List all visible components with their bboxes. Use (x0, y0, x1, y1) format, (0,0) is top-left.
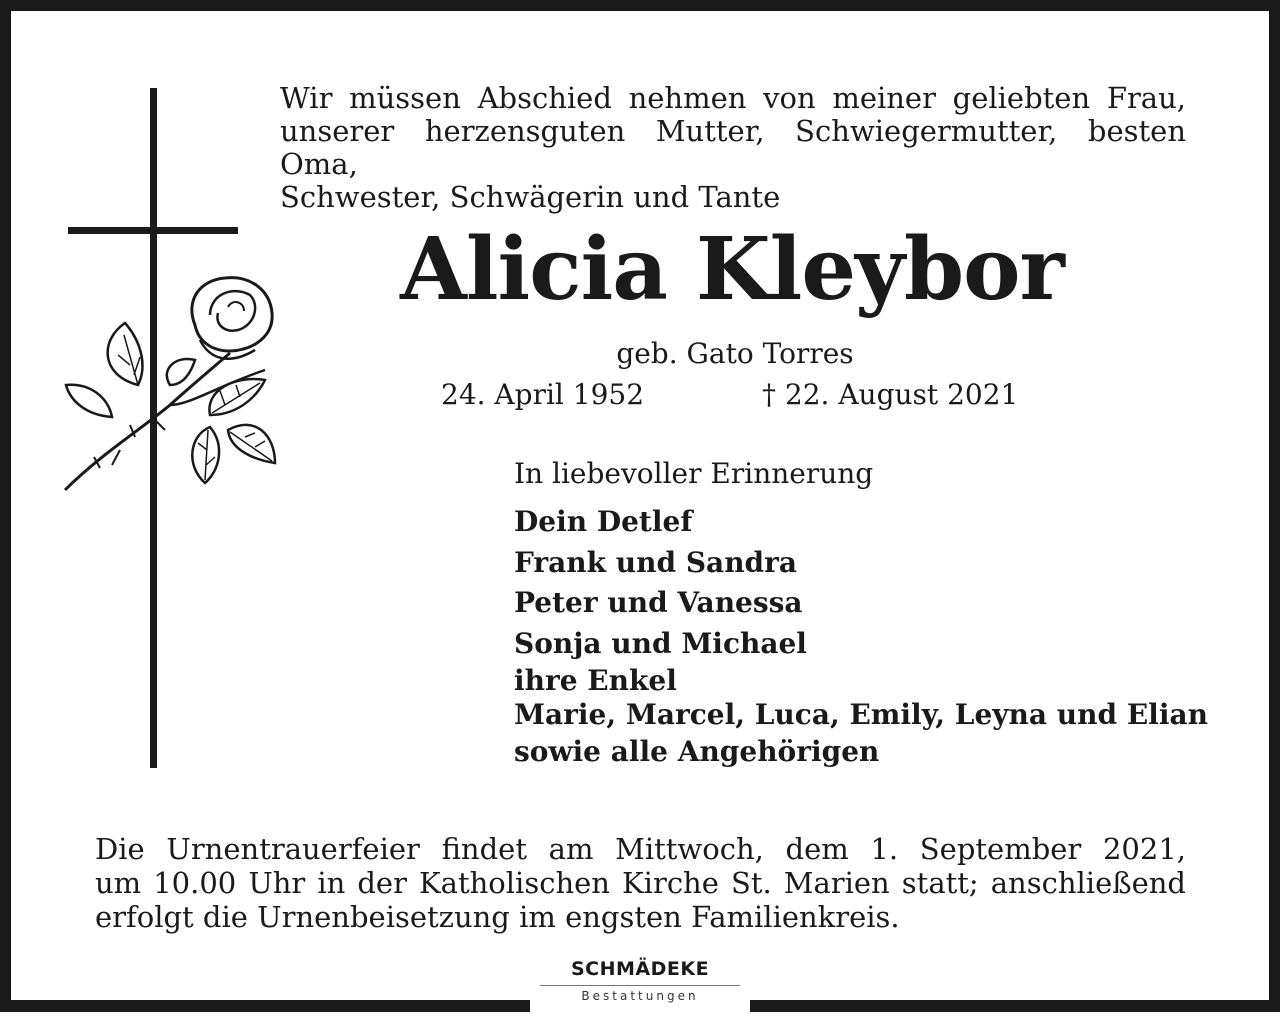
service-text (95, 832, 1186, 934)
funeral-home-logo (530, 958, 750, 1003)
intro-line: Wir müssen Abschied nehmen von meiner geliebten Frau, (280, 81, 1186, 115)
mourner-line: Dein Detlef (514, 505, 693, 538)
cross-with-rose-icon (60, 85, 285, 775)
service-line: um 10.00 Uhr in der Katholischen Kirche St. Marien statt; anschließend (95, 866, 1186, 900)
mourner-line: Sonja und Michael (514, 626, 807, 660)
mourner-line: Marie, Marcel, Luca, Emily, Leyna und Elian (514, 698, 1208, 731)
border-right (1269, 0, 1280, 1012)
border-bottom-right (750, 1000, 1280, 1012)
intro-text (280, 82, 1186, 214)
death-date: † 22. August 2021 (762, 378, 1019, 411)
service-line: Die Urnentrauerfeier findet am Mittwoch, dem 1. September 2021, (95, 832, 1186, 866)
service-line: erfolgt die Urnenbeisetzung im engsten Familienkreis. (95, 900, 900, 934)
border-top (0, 0, 1280, 11)
mourner-line: sowie alle Angehörigen (514, 735, 880, 768)
funeral-home-subtitle: Bestattungen (581, 989, 699, 1003)
funeral-home-name: SCHMÄDEKE (570, 958, 710, 980)
intro-line: Schwester, Schwägerin und Tante (280, 180, 781, 214)
intro-line: unserer herzensguten Mutter, Schwiegermutter, besten Oma, (280, 114, 1186, 181)
birth-date: 24. April 1952 (441, 378, 645, 411)
border-left (0, 0, 11, 1012)
logo-divider (540, 985, 740, 986)
birth-name: geb. Gato Torres (616, 337, 854, 370)
mourners-list (514, 502, 1208, 773)
memory-line: In liebevoller Erinnerung (514, 457, 874, 490)
border-bottom-left (0, 1000, 530, 1012)
deceased-name: Alicia Kleybor (400, 219, 1064, 320)
mourner-line: Peter und Vanessa (514, 586, 803, 619)
mourner-line: Frank und Sandra (514, 545, 798, 579)
mourner-line: ihre Enkel (514, 664, 677, 697)
